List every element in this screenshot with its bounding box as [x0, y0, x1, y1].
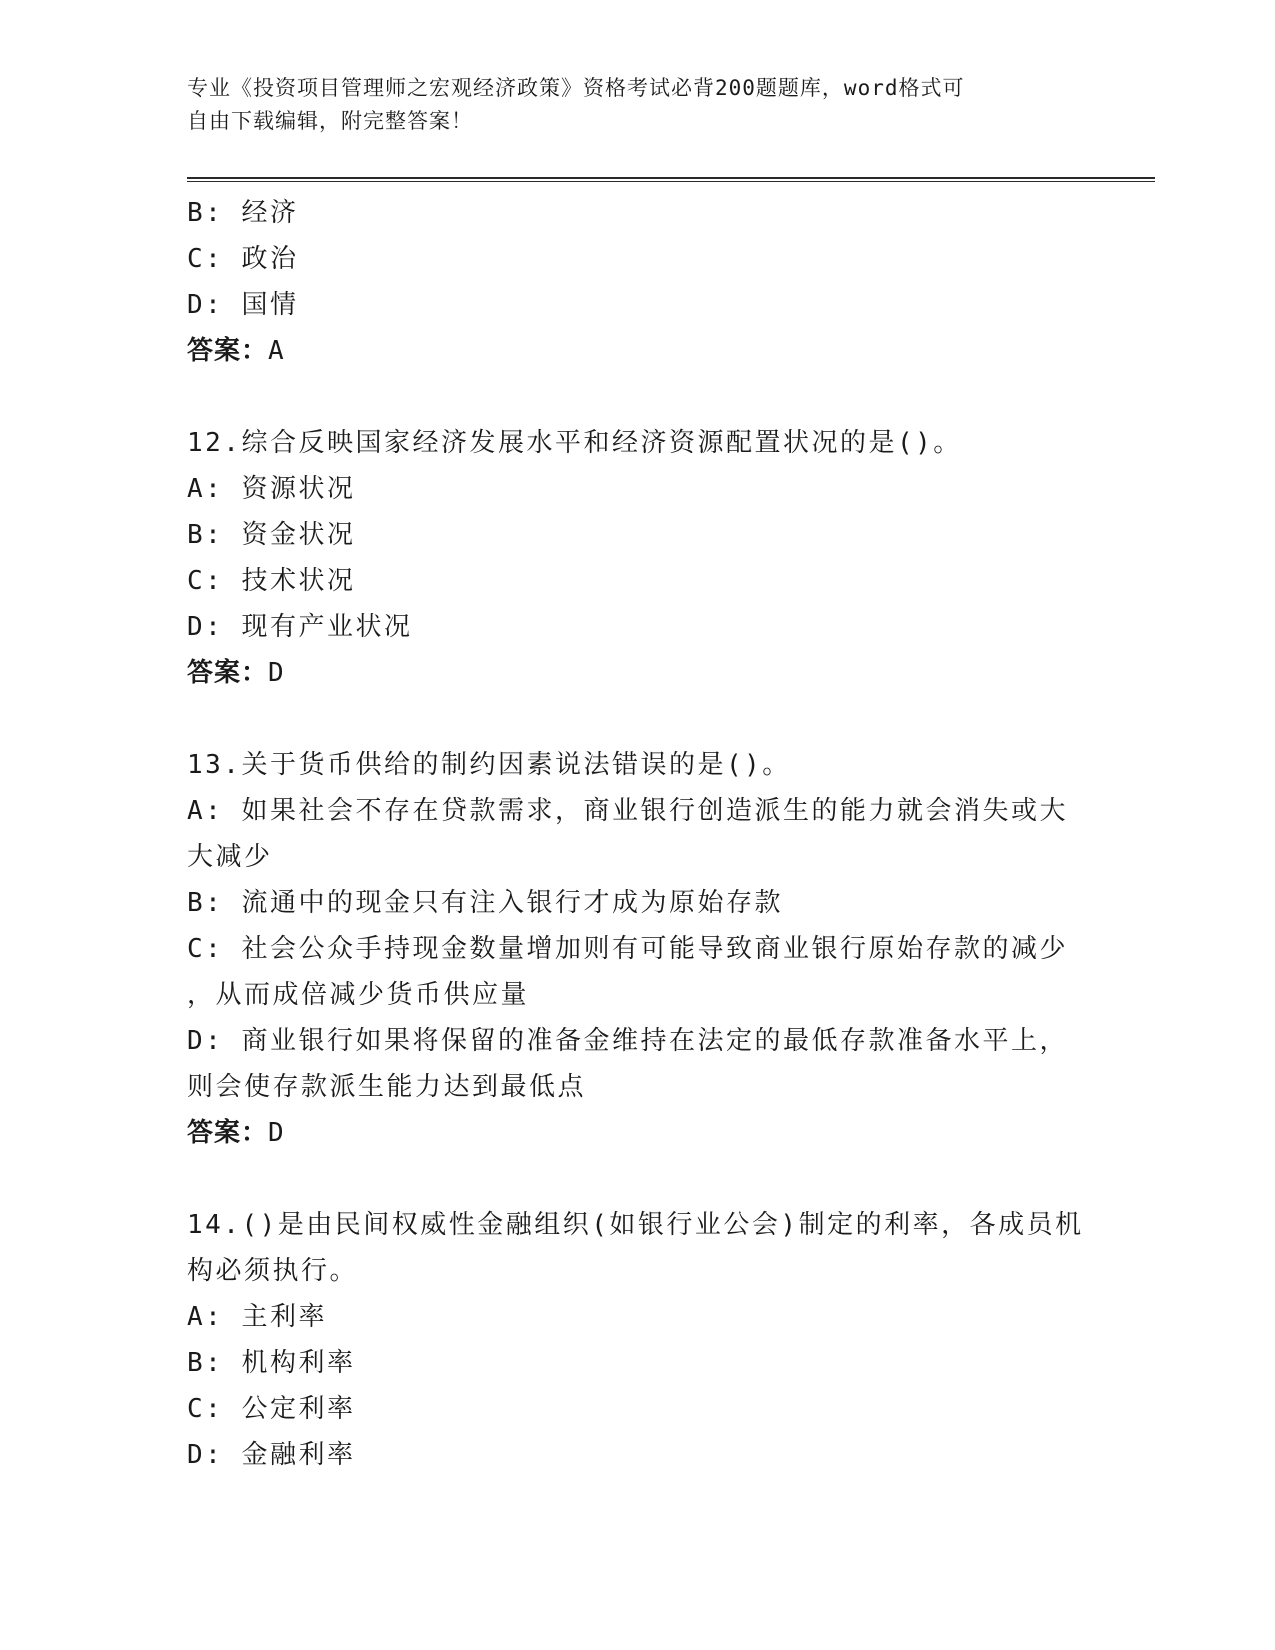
option-d: D: 现有产业状况	[187, 612, 413, 642]
answer-value: D	[268, 1118, 287, 1148]
option-a-line-2: 大减少	[187, 842, 273, 872]
question-stem-line-2: 构必须执行。	[187, 1256, 359, 1286]
spacer	[187, 696, 1087, 742]
question-13	[187, 742, 1087, 1156]
answer-line	[187, 1110, 1087, 1156]
divider-thin-line	[187, 181, 1155, 182]
option-b: B: 资金状况	[187, 520, 356, 550]
answer-label: 答案：	[187, 336, 269, 366]
question-stem: 12.综合反映国家经济发展水平和经济资源配置状况的是()。	[187, 428, 962, 458]
option-d-line-2: 则会使存款派生能力达到最低点	[187, 1072, 587, 1102]
answer-value: D	[268, 658, 287, 688]
header-line-1: 专业《投资项目管理师之宏观经济政策》资格考试必背200题题库，word格式可	[187, 76, 965, 100]
option-a: A: 资源状况	[187, 474, 356, 504]
option-d-line-1: D: 商业银行如果将保留的准备金维持在法定的最低存款准备水平上，	[187, 1026, 1068, 1056]
answer-line	[187, 328, 1087, 374]
divider-thick-line	[187, 177, 1155, 179]
option-c: C: 技术状况	[187, 566, 356, 596]
option-a: A: 主利率	[187, 1302, 327, 1332]
header-divider	[187, 177, 1155, 183]
option-c: C: 政治	[187, 244, 299, 274]
header-line-2: 自由下载编辑，附完整答案！	[187, 109, 473, 133]
option-c: C: 公定利率	[187, 1394, 356, 1424]
answer-label: 答案：	[187, 658, 269, 688]
question-11-tail	[187, 190, 1087, 374]
page-header	[187, 72, 1067, 138]
question-stem-line-1: 14.()是由民间权威性金融组织(如银行业公会)制定的利率，各成员机	[187, 1210, 1084, 1240]
option-b: B: 经济	[187, 198, 299, 228]
option-b: B: 机构利率	[187, 1348, 356, 1378]
option-d: D: 金融利率	[187, 1440, 356, 1470]
spacer	[187, 374, 1087, 420]
option-c-line-1: C: 社会公众手持现金数量增加则有可能导致商业银行原始存款的减少	[187, 934, 1068, 964]
question-14	[187, 1202, 1087, 1478]
option-b: B: 流通中的现金只有注入银行才成为原始存款	[187, 888, 783, 918]
question-list	[187, 190, 1087, 1478]
option-a-line-1: A: 如果社会不存在贷款需求，商业银行创造派生的能力就会消失或大	[187, 796, 1068, 826]
question-stem: 13.关于货币供给的制约因素说法错误的是()。	[187, 750, 791, 780]
option-c-line-2: ，从而成倍减少货币供应量	[187, 980, 530, 1010]
option-d: D: 国情	[187, 290, 299, 320]
answer-value: A	[268, 336, 287, 366]
spacer	[187, 1156, 1087, 1202]
question-12	[187, 420, 1087, 696]
answer-line	[187, 650, 1087, 696]
answer-label: 答案：	[187, 1118, 269, 1148]
